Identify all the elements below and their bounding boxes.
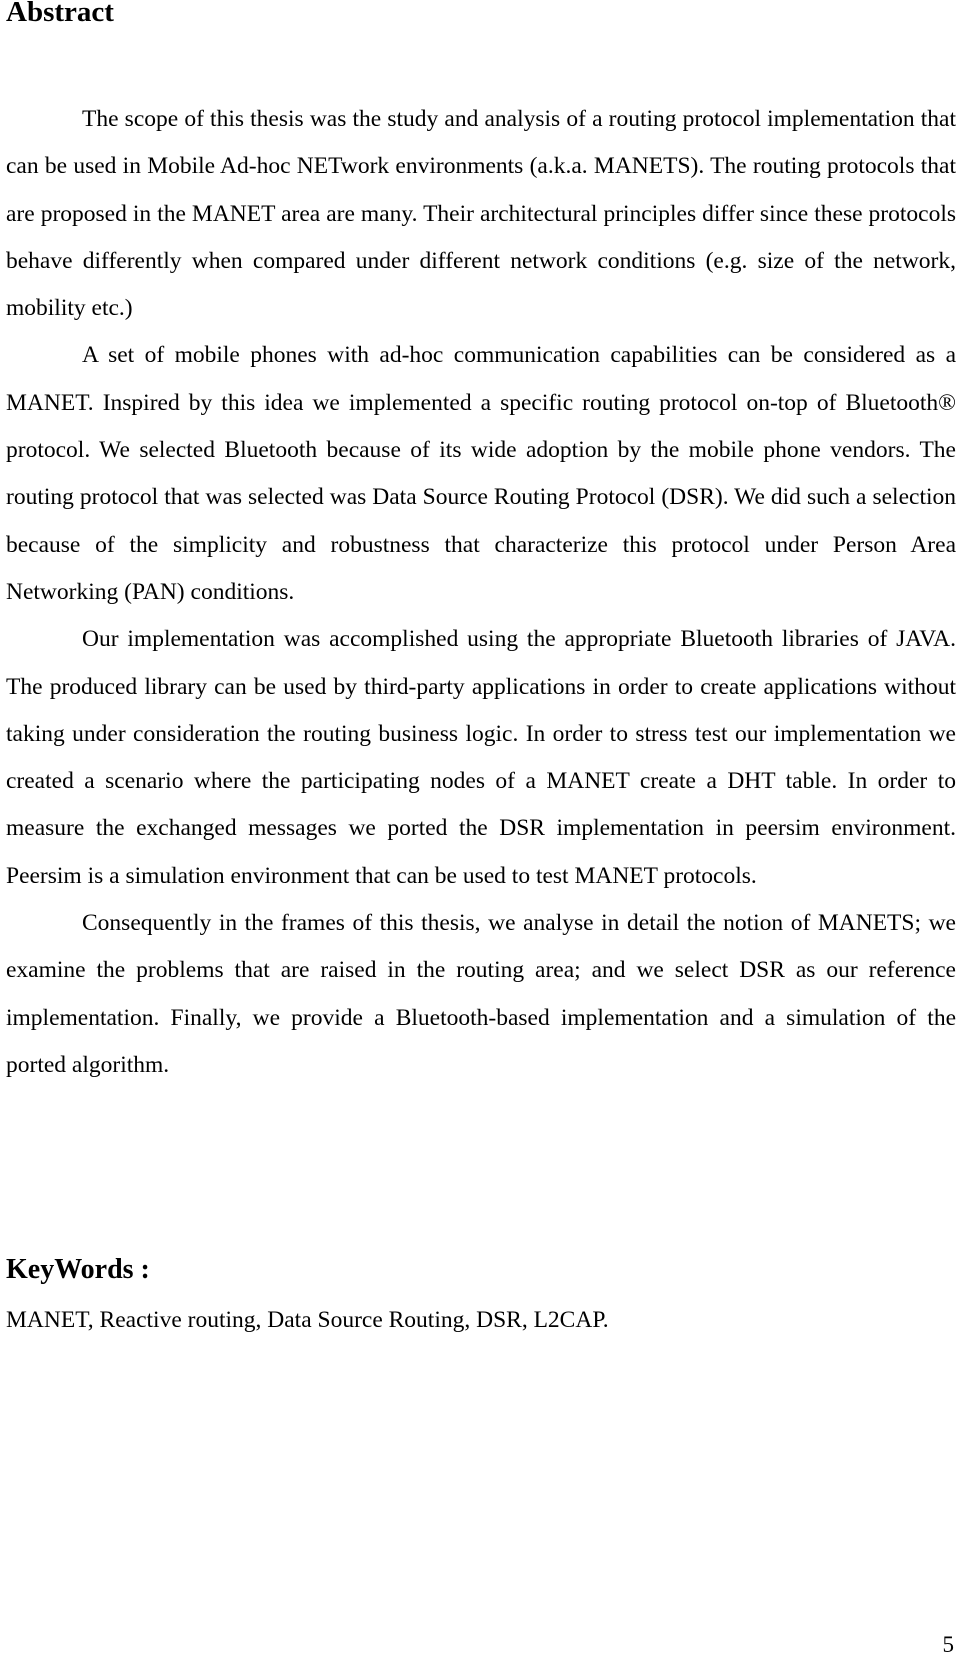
- abstract-body: [6, 96, 956, 1089]
- keywords-list: MANET, Reactive routing, Data Source Routing, DSR, L2CAP.: [6, 1307, 609, 1333]
- page-number: 5: [942, 1632, 954, 1657]
- abstract-paragraph-3: Our implementation was accomplished using the appropriate Bluetooth libraries of JAVA. The produced library can be used by third-party applications in order to create applications without taking under consideration the routing business logic. In order to stress test our implementation we created a scenario where the participating nodes of a MANET create a DHT table. In order to measure the exchanged messages we ported the DSR implementation in peersim environment. Peersim is a simulation environment that can be used to test MANET protocols.: [6, 626, 956, 889]
- abstract-paragraph-4: Consequently in the frames of this thesis, we analyse in detail the notion of MANETS; we examine the problems that are raised in the routing area; and we select DSR as our reference implementation. Finally, we provide a Bluetooth-based implementation and a simulation of the ported algorithm.: [6, 910, 956, 1078]
- abstract-heading: Abstract: [6, 0, 114, 28]
- abstract-paragraph-2: A set of mobile phones with ad-hoc communication capabilities can be considered as a MANET. Inspired by this idea we implemented a specific routing protocol on-top of Bluetooth® protocol. We selected Bluetooth because of its wide adoption by the mobile phone vendors. The routing protocol that was selected was Data Source Routing Protocol (DSR). We did such a selection because of the simplicity and robustness that characterize this protocol under Person Area Networking (PAN) conditions.: [6, 342, 956, 605]
- keywords-heading: KeyWords :: [6, 1254, 150, 1285]
- abstract-paragraph-1: The scope of this thesis was the study and analysis of a routing protocol implementation that can be used in Mobile Ad-hoc NETwork environments (a.k.a. MANETS). The routing protocols that are proposed in the MANET area are many. Their architectural principles differ since these protocols behave differently when compared under different network conditions (e.g. size of the network, mobility etc.): [6, 106, 956, 322]
